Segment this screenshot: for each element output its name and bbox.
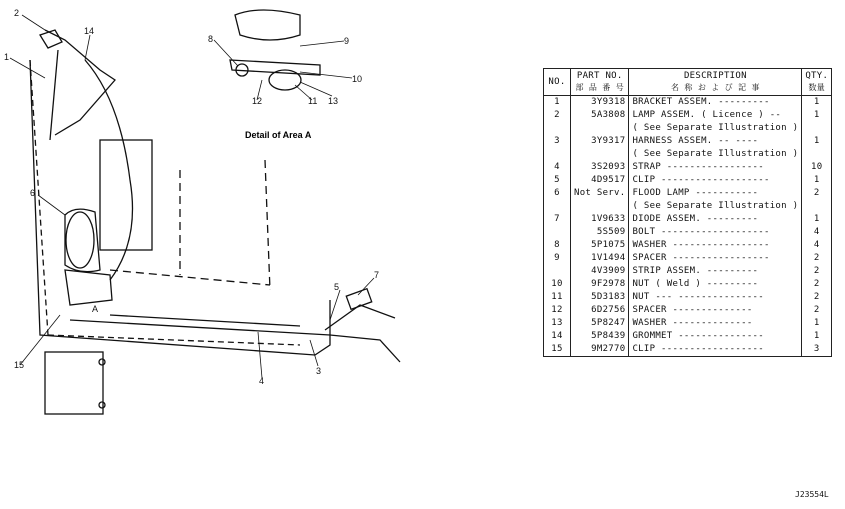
table-row bbox=[544, 122, 832, 135]
table-row bbox=[544, 200, 832, 213]
row-no bbox=[544, 265, 571, 278]
header-part-no-jp: 部 品 番 号 bbox=[575, 83, 625, 92]
callout-9: 9 bbox=[344, 36, 350, 46]
detail-lamp bbox=[235, 10, 300, 40]
row-qty bbox=[802, 148, 832, 161]
row-description: WASHER -------------- bbox=[629, 317, 802, 330]
table-row bbox=[544, 343, 832, 357]
row-part-no bbox=[571, 200, 629, 213]
row-qty: 3 bbox=[802, 343, 832, 357]
row-description: NUT --- --------------- bbox=[629, 291, 802, 304]
row-no bbox=[544, 122, 571, 135]
row-part-no: 1V1494 bbox=[571, 252, 629, 265]
row-no: 3 bbox=[544, 135, 571, 148]
table-row bbox=[544, 252, 832, 265]
row-qty: 10 bbox=[802, 161, 832, 174]
frame-floor bbox=[48, 335, 300, 345]
callout-3: 3 bbox=[316, 366, 322, 376]
header-description bbox=[629, 69, 802, 96]
table-row bbox=[544, 317, 832, 330]
harness-branch-2 bbox=[330, 335, 400, 362]
row-no bbox=[544, 148, 571, 161]
row-description: SPACER -------------- bbox=[629, 304, 802, 317]
harness-rail bbox=[70, 320, 330, 335]
row-description: DIODE ASSEM. --------- bbox=[629, 213, 802, 226]
callout-12: 12 bbox=[252, 96, 263, 106]
table-row bbox=[544, 265, 832, 278]
flood-lamp-body bbox=[65, 209, 100, 272]
row-qty: 1 bbox=[802, 213, 832, 226]
table-row bbox=[544, 135, 832, 148]
row-part-no: Not Serv. bbox=[571, 187, 629, 200]
frame-outline bbox=[30, 60, 330, 355]
callout-8: 8 bbox=[208, 34, 214, 44]
row-no: 11 bbox=[544, 291, 571, 304]
row-description: ( See Separate Illustration ) bbox=[629, 122, 802, 135]
row-description: ( See Separate Illustration ) bbox=[629, 200, 802, 213]
callout-10: 10 bbox=[352, 74, 363, 84]
row-no: 14 bbox=[544, 330, 571, 343]
row-part-no: 5P8439 bbox=[571, 330, 629, 343]
row-qty: 2 bbox=[802, 278, 832, 291]
lamp-bracket bbox=[65, 270, 112, 305]
row-part-no: 9F2978 bbox=[571, 278, 629, 291]
detail-caption: Detail of Area A bbox=[245, 130, 312, 140]
row-qty: 2 bbox=[802, 252, 832, 265]
table-row bbox=[544, 187, 832, 200]
row-description: WASHER ----------------- bbox=[629, 239, 802, 252]
row-description: NUT ( Weld ) --------- bbox=[629, 278, 802, 291]
row-no: 13 bbox=[544, 317, 571, 330]
callout-11: 11 bbox=[308, 96, 318, 106]
table-row bbox=[544, 213, 832, 226]
row-description: LAMP ASSEM. ( Licence ) -- bbox=[629, 109, 802, 122]
header-part-no-en: PART NO. bbox=[576, 71, 623, 81]
row-no: 5 bbox=[544, 174, 571, 187]
callout-5: 5 bbox=[334, 282, 340, 292]
row-qty: 4 bbox=[802, 239, 832, 252]
table-row bbox=[544, 304, 832, 317]
row-description: CLIP ------------------- bbox=[629, 174, 802, 187]
row-part-no bbox=[571, 122, 629, 135]
row-no: 12 bbox=[544, 304, 571, 317]
header-qty-jp: 数量 bbox=[808, 83, 826, 92]
row-qty: 1 bbox=[802, 174, 832, 187]
diode-assem bbox=[346, 289, 371, 310]
row-no: 9 bbox=[544, 252, 571, 265]
row-no bbox=[544, 200, 571, 213]
row-qty: 1 bbox=[802, 135, 832, 148]
frame-inner-horizontal bbox=[110, 270, 270, 285]
battery-box bbox=[45, 352, 103, 414]
frame-inner-vertical bbox=[265, 160, 270, 290]
table-row bbox=[544, 239, 832, 252]
row-description: BRACKET ASSEM. --------- bbox=[629, 96, 802, 110]
callout-2: 2 bbox=[14, 8, 20, 18]
bracket-pole bbox=[50, 50, 58, 140]
row-part-no: 1V9633 bbox=[571, 213, 629, 226]
row-description: CLIP ------------------ bbox=[629, 343, 802, 357]
row-description: HARNESS ASSEM. -- ---- bbox=[629, 135, 802, 148]
table-row bbox=[544, 278, 832, 291]
callout-15: 15 bbox=[14, 360, 25, 370]
row-qty: 1 bbox=[802, 96, 832, 110]
harness-branch bbox=[325, 305, 395, 330]
row-description: SPACER ----------------- bbox=[629, 252, 802, 265]
row-description: GROMMET --------------- bbox=[629, 330, 802, 343]
header-description-en: DESCRIPTION bbox=[683, 71, 747, 81]
row-qty: 2 bbox=[802, 187, 832, 200]
table-row bbox=[544, 109, 832, 122]
row-part-no: 5P8247 bbox=[571, 317, 629, 330]
table-row bbox=[544, 161, 832, 174]
header-qty bbox=[802, 69, 832, 96]
row-part-no: 4D9517 bbox=[571, 174, 629, 187]
header-part-no bbox=[571, 69, 629, 96]
header-no: NO. bbox=[544, 69, 571, 96]
table-row bbox=[544, 330, 832, 343]
callout-7: 7 bbox=[374, 270, 380, 280]
row-no bbox=[544, 226, 571, 239]
table-row bbox=[544, 96, 832, 110]
row-description: STRIP ASSEM. --------- bbox=[629, 265, 802, 278]
row-part-no: 3Y9318 bbox=[571, 96, 629, 110]
table-row bbox=[544, 148, 832, 161]
table-row bbox=[544, 174, 832, 187]
parts-list-body bbox=[544, 96, 832, 357]
row-no: 15 bbox=[544, 343, 571, 357]
row-part-no: 3S2093 bbox=[571, 161, 629, 174]
row-part-no: 5A3808 bbox=[571, 109, 629, 122]
row-description: BOLT ------------------- bbox=[629, 226, 802, 239]
callout-1: 1 bbox=[4, 52, 10, 62]
table-row bbox=[544, 226, 832, 239]
row-description: FLOOD LAMP ----------- bbox=[629, 187, 802, 200]
table-row bbox=[544, 291, 832, 304]
flood-lamp-lens bbox=[66, 212, 94, 268]
callout-6: 6 bbox=[30, 188, 36, 198]
row-qty: 2 bbox=[802, 265, 832, 278]
row-no: 10 bbox=[544, 278, 571, 291]
row-part-no: 3Y9317 bbox=[571, 135, 629, 148]
row-part-no: 5D3183 bbox=[571, 291, 629, 304]
area-a-marker: A bbox=[92, 304, 99, 314]
row-no: 6 bbox=[544, 187, 571, 200]
row-qty bbox=[802, 122, 832, 135]
row-no: 7 bbox=[544, 213, 571, 226]
row-no: 2 bbox=[544, 109, 571, 122]
row-qty: 2 bbox=[802, 291, 832, 304]
callout-13: 13 bbox=[328, 96, 339, 106]
callout-4: 4 bbox=[259, 376, 265, 386]
row-qty: 4 bbox=[802, 226, 832, 239]
row-description: STRAP ----------------- bbox=[629, 161, 802, 174]
row-part-no: 6D2756 bbox=[571, 304, 629, 317]
row-description: ( See Separate Illustration ) bbox=[629, 148, 802, 161]
header-qty-en: QTY. bbox=[805, 71, 829, 81]
row-qty: 1 bbox=[802, 317, 832, 330]
header-description-jp: 名 称 お よ び 記 事 bbox=[670, 83, 760, 92]
row-no: 1 bbox=[544, 96, 571, 110]
row-qty: 1 bbox=[802, 330, 832, 343]
row-qty: 1 bbox=[802, 109, 832, 122]
row-part-no: 9M2770 bbox=[571, 343, 629, 357]
harness-wire bbox=[85, 60, 133, 280]
row-no: 8 bbox=[544, 239, 571, 252]
row-qty bbox=[802, 200, 832, 213]
callout-14: 14 bbox=[84, 26, 95, 36]
row-qty: 2 bbox=[802, 304, 832, 317]
row-part-no bbox=[571, 148, 629, 161]
row-part-no: 5P1075 bbox=[571, 239, 629, 252]
row-no: 4 bbox=[544, 161, 571, 174]
parts-list-table bbox=[543, 68, 832, 357]
row-part-no: 5S509 bbox=[571, 226, 629, 239]
drawing-code: J23554L bbox=[795, 490, 829, 499]
row-part-no: 4V3909 bbox=[571, 265, 629, 278]
